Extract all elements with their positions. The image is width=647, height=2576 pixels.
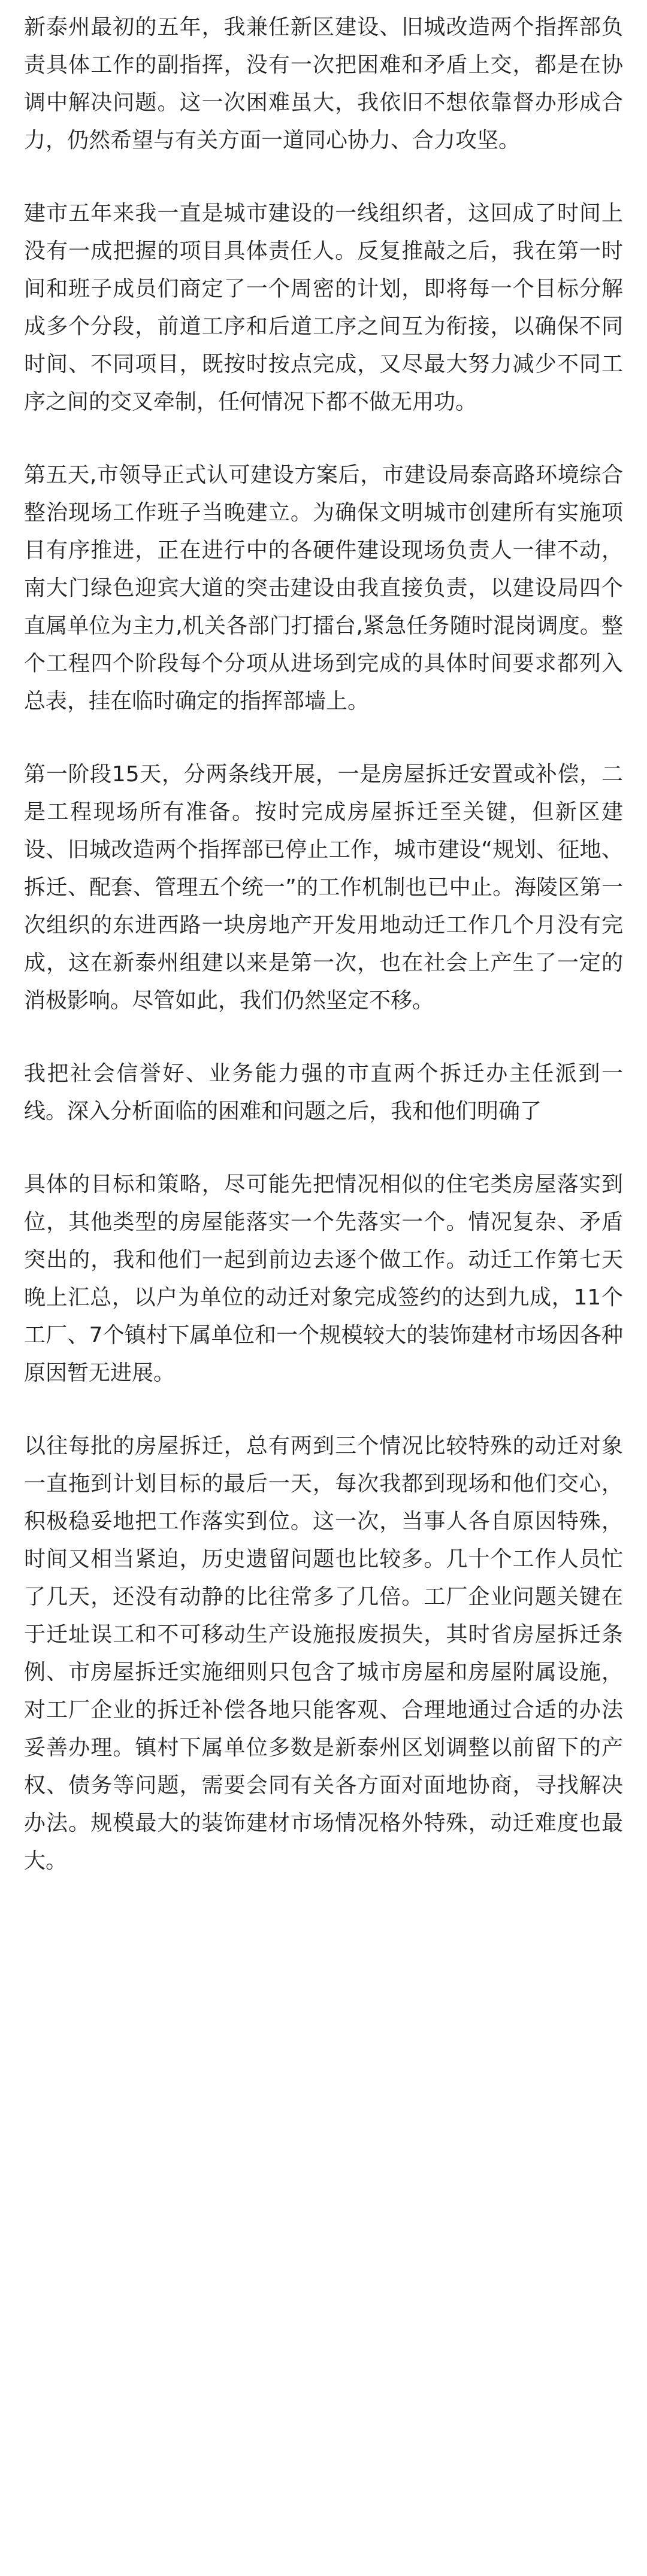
paragraph-5: 我把社会信誉好、业务能力强的市直两个拆迁办主任派到一线。深入分析面临的困难和问题之后，我和他们明确了 — [24, 1061, 623, 1124]
paragraph-1: 新泰州最初的五年，我兼任新区建设、旧城改造两个指挥部负责具体工作的副指挥，没有一次把困难和矛盾上交，都是在协调中解决问题。这一次困难虽大，我依旧不想依靠督办形成合力，仍然希望与有关方面一道同心协力、合力攻坚。 — [24, 15, 623, 153]
paragraph-4: 第一阶段15天，分两条线开展，一是房屋拆迁安置或补偿，二是工程现场所有准备。按时完成房屋拆迁至关键，但新区建设、旧城改造两个指挥部已停止工作，城市建设“规划、征地、拆迁、配套、管理五个统一”的工作机制也已中止。海陵区第一次组织的东进西路一块房地产开发用地动迁工作几个月没有完成，这在新泰州组建以来是第一次，也在社会上产生了一定的消极影响。尽管如此，我们仍然坚定不移。 — [24, 762, 623, 1013]
paragraph-3: 第五天,市领导正式认可建设方案后，市建设局泰高路环境综合整治现场工作班子当晚建立。为确保文明城市创建所有实施项目有序推进，正在进行中的各硬件建设现场负责人一律不动，南大门绿色迎宾大道的突击建设由我直接负责，以建设局四个直属单位为主力,机关各部门打擂台,紧急任务随时混岗调度。整个工程四个阶段每个分项从进场到完成的具体时间要求都列入总表，挂在临时确定的指挥部墙上。 — [24, 463, 623, 714]
paragraph-7: 以往每批的房屋拆迁，总有两到三个情况比较特殊的动迁对象一直拖到计划目标的最后一天，每次我都到现场和他们交心，积极稳妥地把工作落实到位。这一次，当事人各自原因特殊，时间又相当紧迫，历史遗留问题也比较多。几十个工作人员忙了几天，还没有动静的比往常多了几倍。工厂企业问题关键在于迁址误工和不可移动生产设施报废损失，其时省房屋拆迁条例、市房屋拆迁实施细则只包含了城市房屋和房屋附属设施，对工厂企业的拆迁补偿各地只能客观、合理地通过合适的办法妥善办理。镇村下属单位多数是新泰州区划调整以前留下的产权、债务等问题，需要会同有关各方面对面地协商，寻找解决办法。规模最大的装饰建材市场情况格外特殊，动迁难度也最大。 — [24, 1434, 623, 1873]
article-body — [24, 8, 623, 1880]
paragraph-2: 建市五年来我一直是城市建设的一线组织者，这回成了时间上没有一成把握的项目具体责任人。反复推敲之后，我在第一时间和班子成员们商定了一个周密的计划，即将每一个目标分解成多个分段，前道工序和后道工序之间互为衔接，以确保不同时间、不同项目，既按时按点完成，又尽最大努力减少不同工序之间的交叉牵制，任何情况下都不做无用功。 — [24, 201, 623, 414]
paragraph-6: 具体的目标和策略，尽可能先把情况相似的住宅类房屋落实到位，其他类型的房屋能落实一个先落实一个。情况复杂、矛盾突出的，我和他们一起到前边去逐个做工作。动迁工作第七天晚上汇总，以户为单位的动迁对象完成签约的达到九成，11个工厂、7个镇村下属单位和一个规模较大的装饰建材市场因各种原因暂无进展。 — [24, 1172, 623, 1385]
